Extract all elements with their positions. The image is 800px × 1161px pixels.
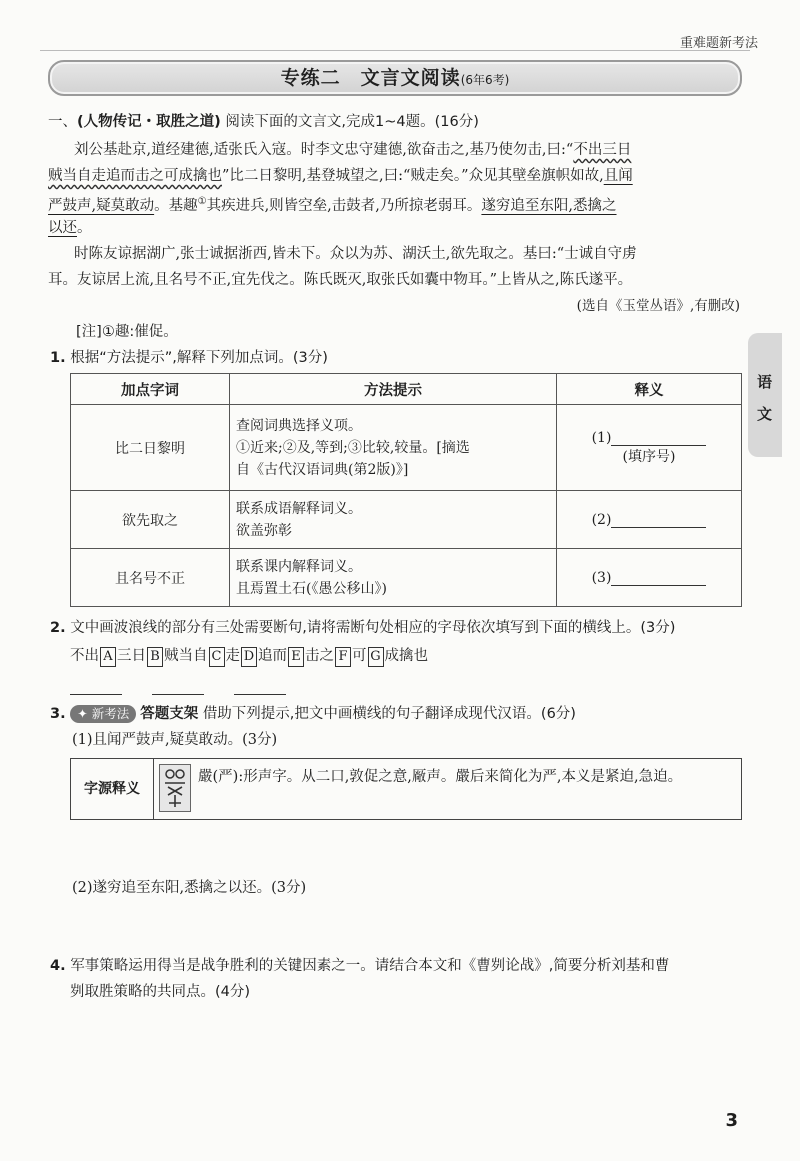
wavy-segment: 不出三日 <box>573 142 632 158</box>
method-hint: 联系成语解释词义。 欲盖弥彰 <box>230 491 557 549</box>
page-title: 专练二 文言文阅读 <box>280 67 461 89</box>
etymology-text: 嚴(严):形声字。从二口,敦促之意,厰声。嚴后来简化为严,本义是紧迫,急迫。 <box>198 769 683 785</box>
letter-box: A <box>100 647 116 667</box>
sub-question: (1)且闻严鼓声,疑莫敢动。(3分) <box>72 732 278 748</box>
title-banner <box>48 60 742 96</box>
method-hint: 联系课内解释词义。 且焉置土石(《愚公移山》) <box>230 549 557 607</box>
passage-line: 时陈友谅据湖广,张士诚据浙西,皆未下。众以为苏、湖沃土,欲先取之。基曰:“士诚自守虏 <box>74 246 637 262</box>
subject-side-tab: 语 文 <box>748 333 782 457</box>
answer-blank-1[interactable] <box>611 429 706 446</box>
lightbulb-icon: ✦ <box>77 706 88 721</box>
table-row <box>71 549 742 607</box>
key-word: 且名号不正 <box>71 549 230 607</box>
col-header: 加点字词 <box>71 374 230 405</box>
underlined-segment: 以还 <box>48 220 77 236</box>
underlined-segment: 且闻 <box>603 168 633 184</box>
sub-question: (2)遂穷追至东阳,悉擒之以还。(3分) <box>72 880 307 896</box>
letter-box: C <box>209 647 225 667</box>
answer-blank-3[interactable] <box>611 569 706 586</box>
answer-cell: (2) <box>557 491 742 549</box>
annotation-note: [注]①趣:催促。 <box>76 324 178 340</box>
answer-line[interactable] <box>152 694 204 695</box>
page-subtitle: (6年6考) <box>460 73 510 87</box>
letter-box: G <box>368 647 384 667</box>
wavy-segment: 贼当自走追而击之可成擒也 <box>48 168 222 184</box>
question-4: 4. 军事策略运用得当是战争胜利的关键因素之一。请结合本文和《曹刿论战》,简要分析刘基和曹 <box>50 958 670 974</box>
letter-box: F <box>335 647 351 667</box>
section-heading: 一、(人物传记・取胜之道) 阅读下面的文言文,完成1~4题。(16分) <box>48 114 479 130</box>
table-header-row <box>71 374 742 405</box>
passage-line: 以还。 <box>48 220 92 236</box>
table-row <box>71 491 742 549</box>
col-header: 释义 <box>557 374 742 405</box>
question-1: 1. 根据“方法提示”,解释下列加点词。(3分) <box>50 350 328 366</box>
underlined-segment: 遂穷追至东阳,悉擒之 <box>481 197 617 214</box>
letter-box: D <box>241 647 257 667</box>
page-number: 3 <box>725 1110 738 1131</box>
answer-blank-2[interactable] <box>611 511 706 528</box>
passage-line: 耳。友谅居上流,且名号不正,宜先伐之。陈氏既灭,取张氏如囊中物耳。”上皆从之,陈氏遂平。 <box>48 272 633 288</box>
method-hint: 查阅词典选择义项。 ①近来;②及,等到;③比较,较量。[摘选 自《古代汉语词典(第2版)》] <box>230 405 557 491</box>
passage-source: (选自《玉堂丛语》,有删改) <box>576 298 740 314</box>
header-rule <box>40 50 750 51</box>
question-4-cont: 刿取胜策略的共同点。(4分) <box>70 984 251 1000</box>
method-table <box>70 373 742 607</box>
answer-cell: (3) <box>557 549 742 607</box>
underlined-segment: 严鼓声,疑莫敢动 <box>48 197 155 214</box>
section-tag: (人物传记・取胜之道) <box>77 114 221 130</box>
key-word: 欲先取之 <box>71 491 230 549</box>
punctuation-segment-line: 不出 A 三日 B 贼当自 C 走 D 追而 E 击之 F 可 G 成擒也 <box>70 646 428 667</box>
new-method-badge: ✦ 新考法 <box>70 705 136 723</box>
question-3: 3. ✦ 新考法 答题支架 借助下列提示,把文中画横线的句子翻译成现代汉语。(6分) <box>50 706 576 722</box>
passage-line: 严鼓声,疑莫敢动。基趣①其疾进兵,则皆空垒,击鼓者,乃所掠老弱耳。遂穷追至东阳,悉擒之 <box>48 196 617 214</box>
col-header: 方法提示 <box>230 374 557 405</box>
key-word: 比二日黎明 <box>71 405 230 491</box>
question-2: 2. 文中画波浪线的部分有三处需要断句,请将需断句处相应的字母依次填写到下面的横线上。(3分) <box>50 620 676 636</box>
table-row <box>71 405 742 491</box>
running-header: 重难题新考法 <box>679 36 758 51</box>
letter-box: E <box>288 647 304 667</box>
letter-box: B <box>147 647 163 667</box>
answer-cell: (1) (填序号) <box>557 405 742 491</box>
etymology-box <box>70 758 742 820</box>
passage-line: 贼当自走追而击之可成擒也”比二日黎明,基登城望之,曰:“贼走矣。”众见其壁垒旗帜如故,且闻 <box>48 168 633 184</box>
answer-line[interactable] <box>70 694 122 695</box>
passage-line: 刘公基赴京,道经建德,适张氏入寇。时李文忠守建德,欲奋击之,基乃使勿击,曰:“不出三日 <box>74 142 632 158</box>
etymology-label: 字源释义 <box>71 759 154 819</box>
footnote-marker: ① <box>197 196 207 207</box>
answer-line[interactable] <box>234 694 286 695</box>
answer-frame-label: 答题支架 <box>140 706 199 722</box>
section-instruction: 阅读下面的文言文,完成1~4题。(16分) <box>225 114 479 130</box>
ancient-glyph-image <box>159 764 191 812</box>
